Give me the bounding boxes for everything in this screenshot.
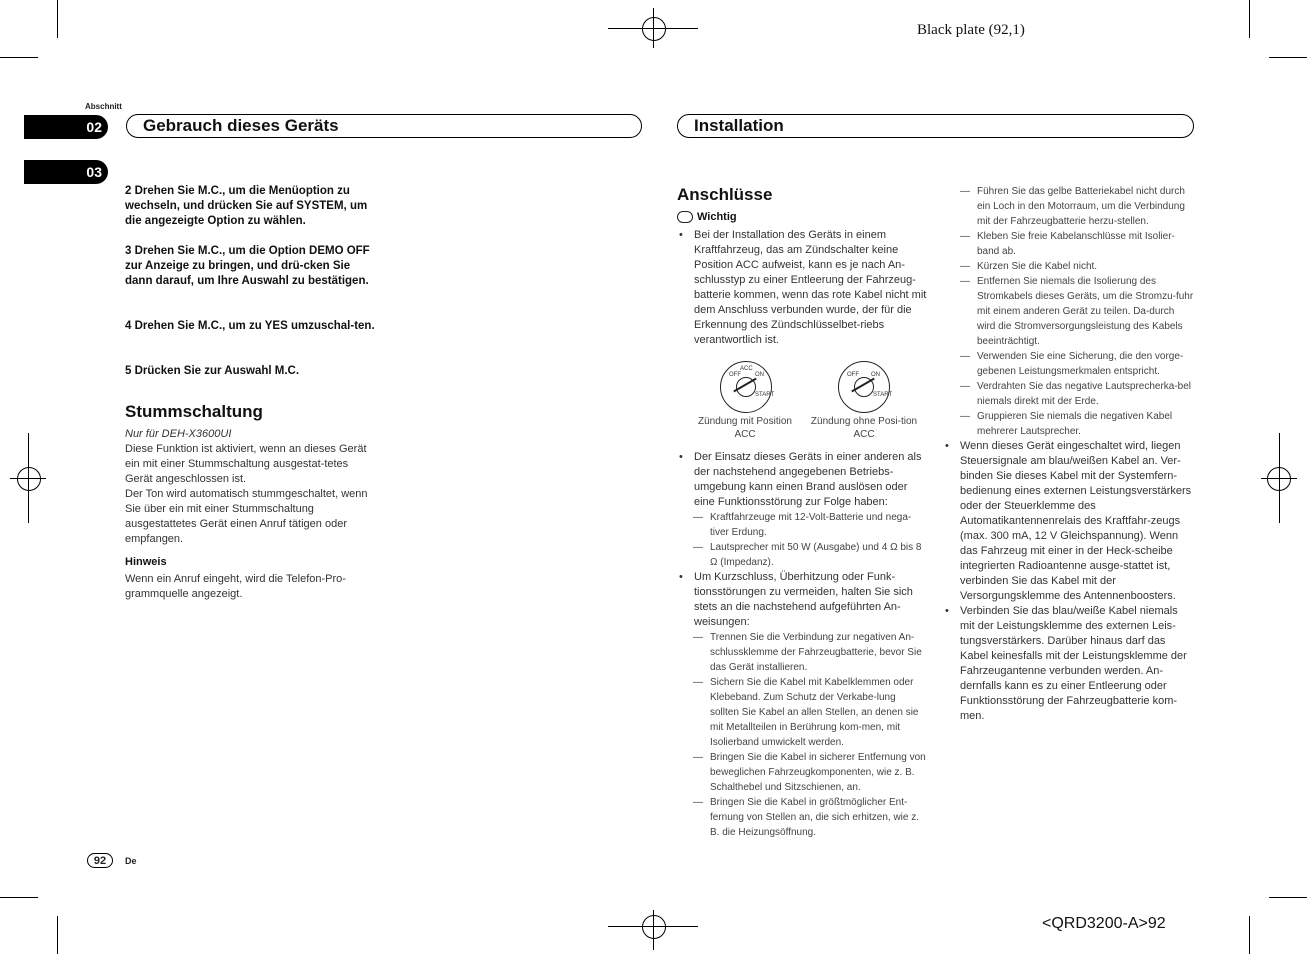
connections-title: Anschlüsse <box>677 185 773 204</box>
key-label: OFF <box>729 372 741 378</box>
middle-bullets-2 <box>677 450 927 840</box>
mute-model: Nur für DEH-X3600UI <box>125 428 232 440</box>
important-note <box>677 211 737 223</box>
bullet-text: • Um Kurzschluss, Überhitzung oder Funk-tionsstörungen zu vermeiden, halten Sie sich stets an die nachstehend aufgeführten An-weisungen: <box>677 570 927 630</box>
bullet-text: • Bei der Installation des Geräts in einem Kraftfahrzeug, das am Zündschalter keine Position ACC aufweist, kann es je nach An-schlusstyp zu einer Entleerung der Fahrzeug-batterie kommen, wenn das rote Kabel nicht mit dem Anschluss verbunden wurde, der für die Erkennung des Zündschlüsselbet-riebs verantwortlich ist. <box>677 228 927 348</box>
dash-item: — Lautsprecher mit 50 W (Ausgabe) und 4 Ω bis 8 Ω (Impedanz). <box>693 540 927 570</box>
dash-item: — Bringen Sie die Kabel in sicherer Entfernung von beweglichen Fahrzeugkomponenten, wie z. B. Schalthebel und Sitzschienen, an. <box>693 750 927 795</box>
bullet-text: • Wenn dieses Gerät eingeschaltet wird, liegen Steuersignale am blau/weißen Kabel an. Ver-binden Sie dieses Kabel mit der Systemfern-bedienung eines externen Leistungsverstärkers oder der Steuerklemme des Automatikantennenrelais des Kraftfahr-zeugs (max. 300 mA, 12 V Gleichspannung). Wenn das Fahrzeug mit einer in der Heck-scheibe integrierten Radioantenne ausge-stattet ist, verbinden Sie das Kabel mit der Versorgungsklemme des Antennenboosters. <box>943 439 1194 604</box>
dash-item: — Verdrahten Sie das negative Lautsprecherka-bel niemals direkt mit der Erde. <box>960 379 1194 409</box>
bullet-text: • Verbinden Sie das blau/weiße Kabel niemals mit der Leistungsklemme des externen Leis-tungsverstärkers. Darüber hinaus darf das Kabel keinesfalls mit der Leistungsklemme der Fahrzeugantenne verbunden werden. An-dernfalls kann es zu einer Entleerung oder Funktionsstörung der Fahrzeugbatterie kom-men. <box>943 604 1194 724</box>
hint-body: Wenn ein Anruf eingeht, wird die Telefon-Pro-grammquelle angezeigt. <box>125 573 346 600</box>
step-5: 5 Drücken Sie zur Auswahl M.C. <box>125 365 300 377</box>
hand-icon <box>677 211 693 223</box>
section-label: Abschnitt <box>85 102 122 111</box>
language-code: De <box>125 856 137 866</box>
key-label: ON <box>871 372 880 378</box>
plate-label: Black plate (92,1) <box>917 22 1025 38</box>
crop-mark <box>1269 897 1307 898</box>
mute-title: Stummschaltung <box>125 402 263 421</box>
step-2: 2 Drehen Sie M.C., um die Menüoption zu wechseln, und drücken Sie auf SYSTEM, um die angezeigte Option zu wählen. <box>125 185 368 227</box>
key-label: ACC <box>740 366 753 372</box>
hint-title: Hinweis <box>125 556 167 568</box>
mute-section <box>125 427 375 602</box>
crop-mark <box>0 897 38 898</box>
key-label: ON <box>755 372 764 378</box>
ignition-acc-icon <box>720 361 775 413</box>
dash-item: — Trennen Sie die Verbindung zur negativen An-schlussklemme der Fahrzeugbatterie, bevor Sie das Gerät installieren. <box>693 630 927 675</box>
dash-item: — Entfernen Sie niemals die Isolierung des Stromkabels dieses Geräts, um die Stromzu-fuhr mit einem anderen Gerät zu teilen. Da-durch wird die Stromversorgungsleistung des Kabels beeinträchtigt. <box>960 274 1194 349</box>
step-3: 3 Drehen Sie M.C., um die Option DEMO OFF zur Anzeige zu bringen, und drü-cken Sie dann darauf, um Ihre Auswahl zu bestätigen. <box>125 245 370 287</box>
crop-mark <box>0 57 38 58</box>
mute-body-1: Diese Funktion ist aktiviert, wenn an dieses Gerät ein mit einer Stummschaltung ausgestat-tetes Gerät angeschlossen ist. <box>125 443 367 485</box>
dash-item: — Bringen Sie die Kabel in größtmöglicher Ent-fernung von Stellen an, die sich erhitzen, wie z. B. die Heizungsöffnung. <box>693 795 927 840</box>
header-left: Gebrauch dieses Geräts <box>126 114 642 138</box>
dash-item: — Verwenden Sie eine Sicherung, die den vorge-gebenen Leistungsmerkmalen entspricht. <box>960 349 1194 379</box>
section-tab-02[interactable]: 02 <box>24 115 108 139</box>
ignition-no-acc-caption: Zündung ohne Posi-tion ACC <box>810 416 918 440</box>
dash-item: — Führen Sie das gelbe Batteriekabel nicht durch ein Loch in den Motorraum, um die Verbindung mit der Fahrzeugbatterie herzu-stellen. <box>960 184 1194 229</box>
document-code: <QRD3200-A>92 <box>1042 915 1166 932</box>
key-label: START <box>873 392 893 398</box>
key-label: OFF <box>847 372 859 378</box>
dash-item: — Gruppieren Sie niemals die negativen Kabel mehrerer Lautsprecher. <box>960 409 1194 439</box>
key-label: START <box>755 392 775 398</box>
right-column <box>960 184 1194 724</box>
important-label: Wichtig <box>697 211 737 223</box>
ignition-acc-caption: Zündung mit Position ACC <box>698 416 792 440</box>
dash-item: — Kleben Sie freie Kabelanschlüsse mit Isolier-band ab. <box>960 229 1194 259</box>
ignition-no-acc-icon <box>838 361 893 413</box>
header-right: Installation <box>677 114 1194 138</box>
mute-body-2: Der Ton wird automatisch stummgeschaltet, wenn Sie über ein mit einer Stummschaltung ausgestattetes Gerät einen Anruf tätigen oder empfangen. <box>125 488 368 545</box>
bullet-text: • Der Einsatz dieses Geräts in einer anderen als der nachstehend angegebenen Betriebs-umgebung kann einen Brand auslösen oder eine Funktionsstörung zur Folge haben: <box>677 450 927 510</box>
crop-mark <box>1269 57 1307 58</box>
step-4: 4 Drehen Sie M.C., um zu YES umzuschal-ten. <box>125 320 375 332</box>
crop-mark <box>1249 916 1250 954</box>
dash-item: — Sichern Sie die Kabel mit Kabelklemmen oder Klebeband. Zum Schutz der Verkabe-lung sollten Sie Kabel an allen Stellen, an denen sie mit Metallteilen in Berührung kom-men, mit Isolierband umwickelt werden. <box>693 675 927 750</box>
page-number: 92 <box>87 853 113 868</box>
crop-mark <box>57 916 58 954</box>
crop-mark <box>57 0 58 38</box>
dash-item: — Kürzen Sie die Kabel nicht. <box>960 259 1194 274</box>
dash-item: — Kraftfahrzeuge mit 12-Volt-Batterie und nega-tiver Erdung. <box>693 510 927 540</box>
section-tab-03[interactable]: 03 <box>24 160 108 184</box>
crop-mark <box>1249 0 1250 38</box>
middle-bullet-1 <box>677 228 927 348</box>
